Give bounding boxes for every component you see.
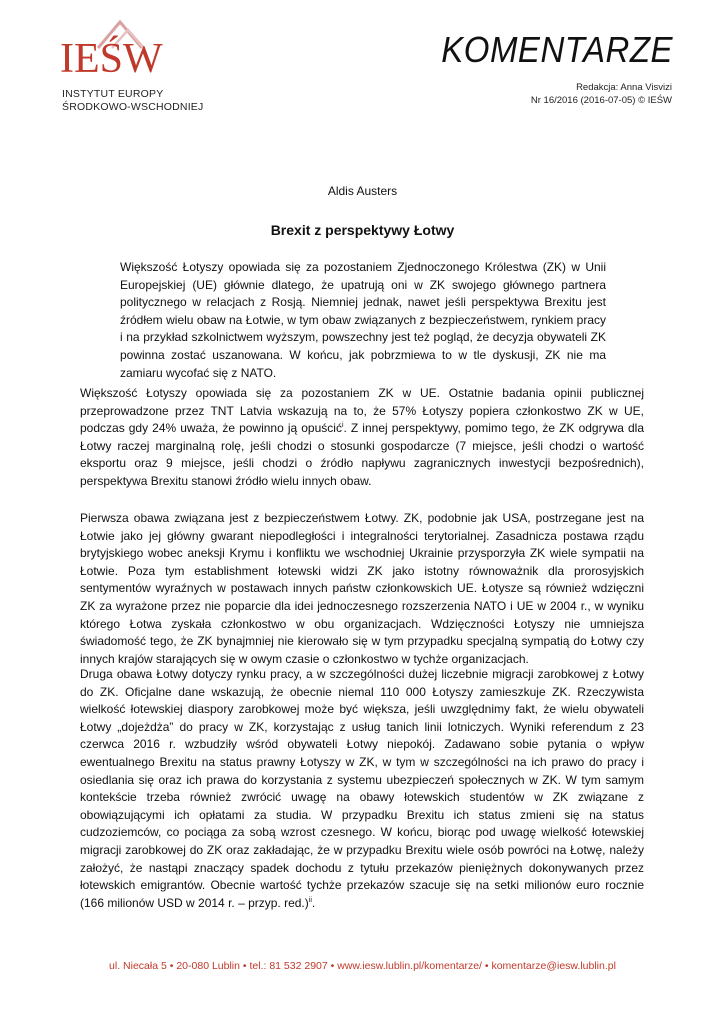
article-title: Brexit z perspektywy Łotwy [270,222,455,238]
issue-line: Nr 16/2016 (2016-07-05) © IEŚW [530,95,672,106]
logo-mark: IEŚW [60,36,163,82]
series-title: KOMENTARZE [441,28,673,70]
paragraph-3-text-a: Druga obawa Łotwy dotyczy rynku pracy, a w szczególności dużej liczebnie migracji zarobkowej z Łotwy do ZK. Oficjalne dane wskazują, że obecnie niemal 110 000 Łotyszy zamieszkuje ZK. Rzeczywista wielkość łotewskiej diaspory zarobkowej może być większa, jeśli uwzględnimy fakt, że wielu obywateli Łotwy „dojeżdża” do pracy w ZK, korzystając z usług tanich linii lotniczych. Wyniki referendum z 23 czerwca 2016 r. wzbudziły wśród obywateli Łotwy niepokój. Zadawano sobie pytania o wpływ ewentualnego Brexitu na status prawny Łotyszy w ZK, w tym w szczególności na ich prawo do pracy i osiedlania się oraz ich prawa do korzystania z systemu ubezpieczeń społecznych w ZK. W tym samym kontekście trzeba również zwrócić uwagę na obawy łotewskich studentów w ZK związane z obowiązującymi ich opłatami za studia. W przypadku Brexitu ich status zmieni się na status cudzoziemców, co pociąga za sobą wzrost czesnego. W końcu, biorąc pod uwagę wielkość łotewskiej migracji zarobkowej do ZK oraz zakładając, że w przypadku Brexitu wiele osób powróci na Łotwę, należy założyć, że nastąpi znaczący spadek dochodu z tytułu przekazów pieniężnych dokonywanych przez łotewskich emigrantów. Obecnie wartość tychże przekazów szacuje się na setki milionów euro rocznie (166 milionów USD w 2014 r. – przyp. red.) [80,667,644,910]
contact-footer: ul. Niecała 5 • 20-080 Lublin • tel.: 81 532 2907 • www.iesw.lublin.pl/komentarze/ • komentarze@iesw.lublin.pl [109,960,616,972]
footnote-ref-ii[interactable]: ii [308,896,312,904]
paragraph-1-text-a: Większość Łotyszy opowiada się za pozostaniem ZK w UE. Ostatnie badania opinii publicznej przeprowadzone przez TNT Latvia wskazują na to, że 57% Łotyszy popiera członkostwo ZK w UE, podczas gdy 24% uważa, że powinno ją opuścić [80,386,644,436]
paragraph-3 [80,666,644,912]
institute-logo [60,18,230,113]
editor-line: Redakcja: Anna Visvizi [576,82,672,93]
footnote-ref-i[interactable]: i [341,422,344,430]
paragraph-2: Pierwsza obawa związana jest z bezpieczeństwem Łotwy. ZK, podobnie jak USA, postrzegane jest na Łotwie jako jej główny gwarant niepodległości i integralności terytorialnej. Zasadnicza postawa rządu brytyjskiego wobec aneksji Krymu i konfliktu we wschodniej Ukrainie przysporzyła ZK wiele sympatii na Łotwie. Poza tym establishment łotewski widzi ZK jako istotny równoważnik dla prorosyjskich sentymentów wyraźnych w postawach innych państw członkowskich UE. Łotysze są również wdzięczni ZK za wyrażone przez nie poparcie dla idei jednoczesnego rozszerzenia NATO i UE w 2004 r., w wyniku którego Łotwa zyskała członkostwo w obu organizacjach. Wdzięczności Łotyszy nie umniejsza świadomość tego, że ZK bynajmniej nie kierowało się w tym przypadku specjalną sympatią do Łotwy czy innych krajów starających się w owym czasie o członkostwo w tychże organizacjach. [80,511,644,666]
paragraph-3-text-b: . [311,895,316,910]
article-author: Aldis Austers [327,184,398,198]
paragraph-1-text-b: . Z innej perspektywy, pomimo tego, że ZK odgrywa dla Łotwy raczej marginalną rolę, jeśli chodzi o stosunki gospodarcze (7 miejsce, jeśli chodzi o wartość eksportu oraz 9 miejsce, jeśli chodzi o źródło napływu zagranicznych inwestycji bezpośrednich), perspektywa Brexitu stanowi źródło wielu innych obaw. [80,421,645,488]
paragraph-1 [80,385,644,491]
logo-line-1: INSTYTUT EUROPY [62,88,164,100]
logo-line-2: ŚRODKOWO-WSCHODNIEJ [62,101,204,113]
article-abstract: Większość Łotyszy opowiada się za pozostaniem Zjednoczonego Królestwa (ZK) w Unii Europejskiej (UE) głównie dlatego, że upatrują oni w ZK swojego głównego partnera politycznego w relacjach z Rosją. Niemniej jednak, nawet jeśli perspektywa Brexitu jest źródłem wielu obaw na Łotwie, w tym obaw związanych z bezpieczeństwem, rynkiem pracy i na przykład szkolnictwem wyższym, powszechny jest też pogląd, że decyzja obywateli ZK powinna zostać uszanowana. W końcu, jak pobrzmiewa to w tle dyskusji, ZK nie ma zamiaru wycofać się z NATO. [120,260,606,380]
